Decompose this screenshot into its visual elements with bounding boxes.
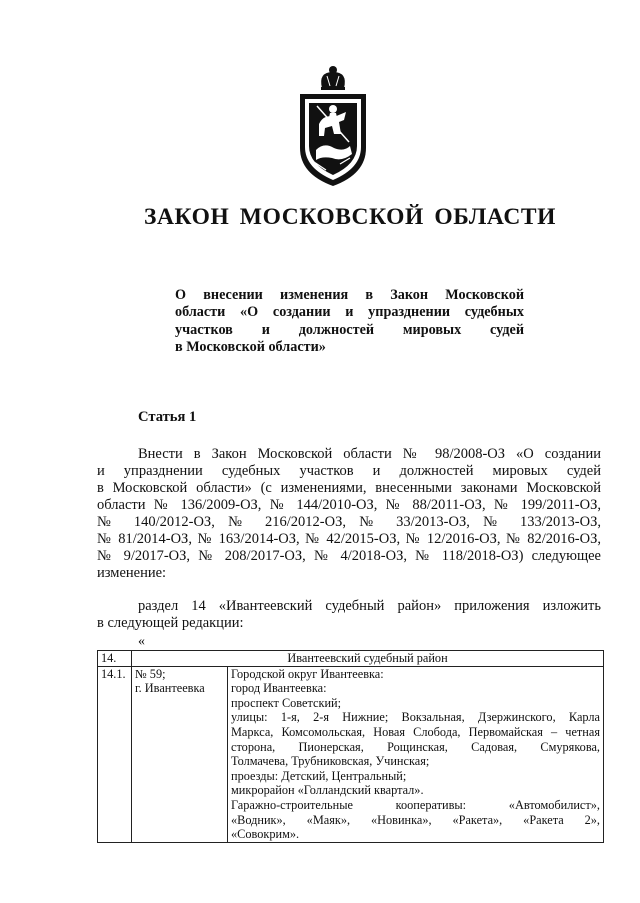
subject-line-2: области «О создании и упразднении судебных bbox=[175, 304, 524, 321]
opening-quote-mark: « bbox=[138, 634, 145, 649]
paragraph-line: области № 136/2009-ОЗ, № 144/2010-ОЗ, № 88/2011-ОЗ, № 199/2011-ОЗ, bbox=[97, 497, 601, 513]
area-line: Гаражно-строительные кооперативы: «Автомобилист», bbox=[231, 797, 600, 812]
area-line: город Ивантеевка: bbox=[231, 681, 327, 696]
area-line: Городской округ Ивантеевка: bbox=[231, 666, 384, 681]
article-paragraph-1 bbox=[97, 446, 601, 582]
table-cell-site bbox=[132, 666, 228, 842]
table-cell-district: Ивантеевский судебный район bbox=[132, 651, 604, 667]
law-title: ЗАКОН МОСКОВСКОЙ ОБЛАСТИ bbox=[143, 204, 557, 230]
area-line: проспект Советский; bbox=[231, 695, 342, 710]
table-row bbox=[98, 651, 604, 667]
paragraph-line: раздел 14 «Ивантеевский судебный район» приложения изложить bbox=[138, 598, 601, 614]
paragraph-line: в Московской области» (с изменениями, внесенными законами Московской bbox=[97, 480, 601, 496]
moscow-oblast-coat-of-arms bbox=[294, 62, 372, 190]
table-cell-number: 14. bbox=[98, 651, 132, 667]
area-line: сторона, Пионерская, Рощинская, Садовая, Смурякова, bbox=[231, 739, 600, 754]
area-line: проезды: Детский, Центральный; bbox=[231, 768, 407, 783]
law-subject-heading bbox=[175, 287, 524, 356]
paragraph-line: Внести в Закон Московской области № 98/2008-ОЗ «О создании bbox=[138, 446, 601, 462]
paragraph-line: и упразднении судебных участков и должностей мировых судей bbox=[97, 463, 601, 479]
table-cell-number: 14.1. bbox=[98, 666, 132, 842]
article-heading: Статья 1 bbox=[138, 409, 197, 425]
area-line: «Водник», «Маяк», «Новинка», «Ракета», «Ракета 2», bbox=[231, 812, 600, 827]
site-line: г. Ивантеевка bbox=[135, 681, 205, 696]
paragraph-line: № 9/2017-ОЗ, № 208/2017-ОЗ, № 4/2018-ОЗ, № 118/2018-ОЗ) следующее bbox=[97, 548, 601, 564]
subject-line-4: в Московской области» bbox=[175, 338, 326, 355]
table-cell-area bbox=[228, 666, 604, 842]
subject-line-1: О внесении изменения в Закон Московской bbox=[175, 287, 524, 303]
area-line: микрорайон «Голландский квартал». bbox=[231, 783, 424, 798]
paragraph-line: № 81/2014-ОЗ, № 163/2014-ОЗ, № 42/2015-ОЗ, № 12/2016-ОЗ, № 82/2016-ОЗ, bbox=[97, 531, 601, 547]
subject-line-3: участков и должностей мировых судей bbox=[175, 321, 524, 338]
area-line: «Совокрим». bbox=[231, 827, 300, 842]
article-paragraph-2 bbox=[97, 598, 601, 632]
paragraph-line: в следующей редакции: bbox=[97, 615, 244, 631]
paragraph-line: изменение: bbox=[97, 565, 167, 581]
table-row bbox=[98, 666, 604, 842]
area-line: улицы: 1-я, 2-я Нижние; Вокзальная, Дзержинского, Карла bbox=[231, 710, 600, 725]
judicial-district-table bbox=[97, 650, 604, 843]
area-line: Маркса, Комсомольская, Новая Слобода, Первомайская – четная bbox=[231, 724, 600, 739]
paragraph-line: № 140/2012-ОЗ, № 216/2012-ОЗ, № 33/2013-ОЗ, № 133/2013-ОЗ, bbox=[97, 514, 601, 530]
site-line: № 59; bbox=[135, 666, 166, 681]
area-line: Толмачева, Трубниковская, Учинская; bbox=[231, 754, 430, 769]
